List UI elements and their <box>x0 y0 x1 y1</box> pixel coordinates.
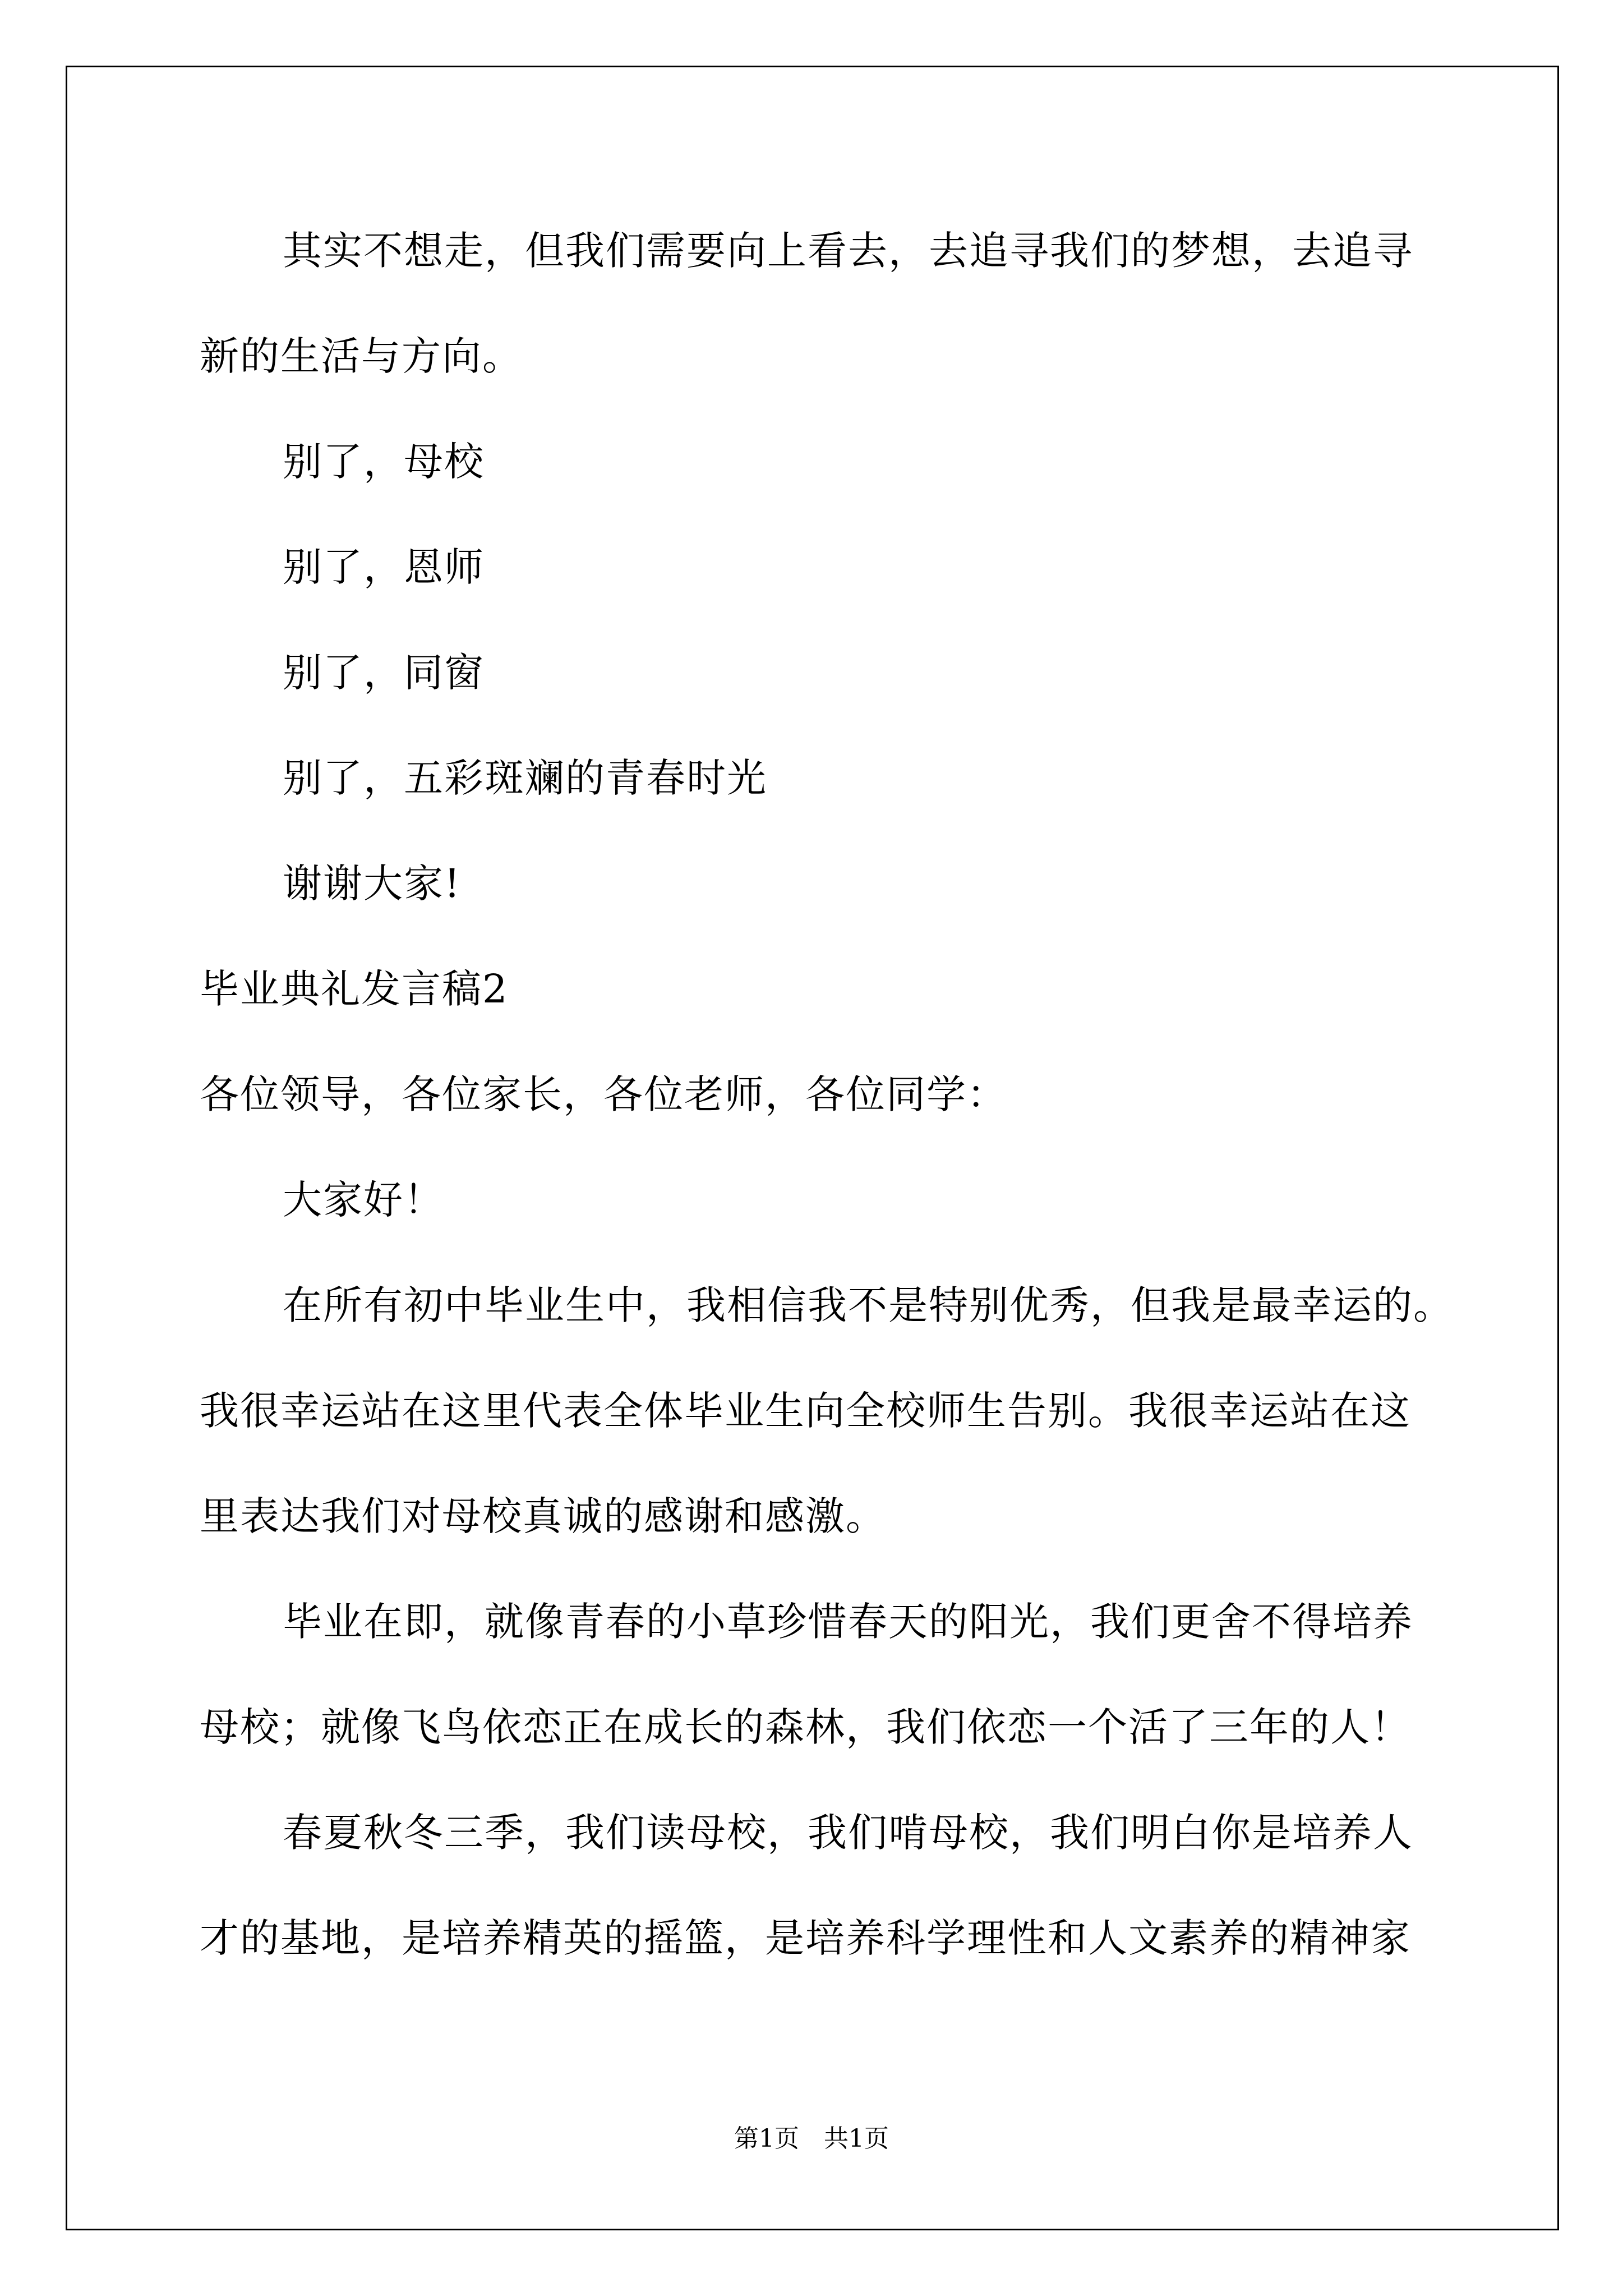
page-border <box>66 66 1559 2230</box>
paragraph-line: 母校；就像飞鸟依恋正在成长的森林，我们依恋一个活了三年的人！ <box>200 1704 1411 1750</box>
page-number-footer: 第1页 共1页 <box>734 2124 889 2153</box>
paragraph-line: 里表达我们对母校真诚的感谢和感激。 <box>200 1493 886 1539</box>
paragraph-line: 别了，五彩斑斓的青春时光 <box>283 755 767 801</box>
greeting-line: 大家好！ <box>283 1177 444 1223</box>
paragraph-line: 别了，母校 <box>283 439 485 485</box>
paragraph-line: 其实不想走，但我们需要向上看去，去追寻我们的梦想，去追寻 <box>283 228 1413 274</box>
paragraph-line: 别了，同窗 <box>283 650 485 696</box>
paragraph-line: 我很幸运站在这里代表全体毕业生向全校师生告别。我很幸运站在这 <box>200 1388 1411 1434</box>
paragraph-line: 春夏秋冬三季，我们读母校，我们啃母校，我们明白你是培养人 <box>283 1810 1413 1856</box>
paragraph-line: 才的基地，是培养精英的摇篮，是培养科学理性和人文素养的精神家 <box>200 1915 1411 1961</box>
paragraph-line: 别了，恩师 <box>283 544 485 590</box>
section-heading: 毕业典礼发言稿2 <box>200 966 509 1012</box>
paragraph-line: 新的生活与方向。 <box>200 333 523 379</box>
salutation-line: 各位领导，各位家长，各位老师，各位同学： <box>200 1071 1007 1117</box>
paragraph-line: 谢谢大家! <box>283 861 462 907</box>
paragraph-line: 在所有初中毕业生中，我相信我不是特别优秀，但我是最幸运的。 <box>283 1282 1454 1328</box>
paragraph-line: 毕业在即，就像青春的小草珍惜春天的阳光，我们更舍不得培养 <box>283 1599 1413 1645</box>
